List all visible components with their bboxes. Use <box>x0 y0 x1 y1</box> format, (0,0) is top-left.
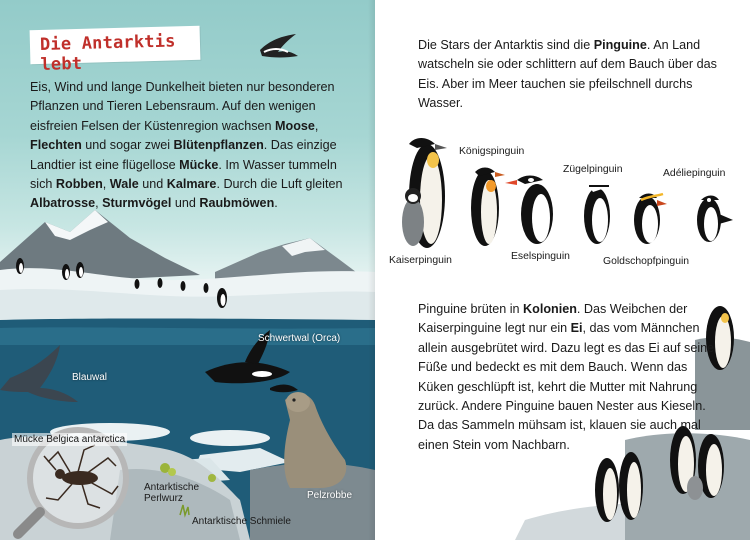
intro-segment: , <box>102 177 110 192</box>
intro-segment: , <box>95 196 103 211</box>
intro-segment: Blütenpflanzen <box>173 138 264 153</box>
intro-segment: , <box>314 118 319 133</box>
intro-segment: Mücke <box>179 157 219 172</box>
colony-segment: Ei <box>570 321 583 336</box>
right-page <box>375 0 750 540</box>
label-muecke: Mücke Belgica antarctica <box>14 434 126 445</box>
label-koenigspinguin: Königspinguin <box>459 146 525 157</box>
intro-segment: und <box>138 177 167 192</box>
intro-segment: Sturmvögel <box>102 196 172 211</box>
intro-segment: und <box>171 196 200 211</box>
page-title-text: Die Antarktis lebt <box>39 31 176 75</box>
colony-segment: , das vom Männchen allein ausgebrütet wird. Dazu legt es das Ei auf seine Füße und bedeckt es mit dem Bauch. Wenn das Küken geschlüpft ist, kehrt die Mutter mit Nahrung zurück. Andere Pinguine bauen Nester aus Kieseln. Da das Sammeln mühsam ist, klauen sie auch mal einen Stein vom Nachbarn. <box>418 321 715 452</box>
intro-segment: Moose <box>275 118 315 133</box>
label-schmiele: Antarktische Schmiele <box>192 516 291 527</box>
stars-segment: Pinguine <box>593 38 647 52</box>
intro-segment: Wale <box>109 177 139 192</box>
colony-segment: Pinguine brüten in <box>418 302 524 316</box>
colony-paragraph <box>418 300 718 455</box>
label-zuegelpinguin: Zügelpinguin <box>563 164 623 175</box>
label-schwertwal: Schwertwal (Orca) <box>258 333 341 344</box>
intro-segment: und sogar zwei <box>81 138 174 153</box>
intro-segment: . <box>274 196 278 211</box>
page-title <box>30 26 201 75</box>
penguin-lineup-illustration <box>375 0 750 540</box>
intro-segment: . Das einzige Landtier ist eine flügellose <box>30 138 337 172</box>
label-eselspinguin: Eselspinguin <box>511 251 570 262</box>
intro-segment: Kalmare <box>166 177 217 192</box>
intro-segment: Flechten <box>30 138 82 153</box>
intro-segment: Raubmöwen <box>199 196 275 211</box>
intro-segment: Albatrosse <box>30 196 96 211</box>
intro-segment: Eis, Wind und lange Dunkelheit bieten nur besonderen Pflanzen und Tieren Lebensraum. Auf den wenigen eisfreien Felsen der Küstenregion wachsen <box>30 80 335 133</box>
intro-paragraph <box>30 78 355 214</box>
colony-segment: Kolonien <box>523 302 577 316</box>
label-perlwurz: Antarktische Perlwurz <box>144 482 200 504</box>
label-adeliepinguin: Adéliepinguin <box>663 168 726 179</box>
intro-segment: . Im Wasser tummeln sich <box>30 157 337 192</box>
stars-segment: . An Land watscheln sie oder schlittern auf dem Bauch über das Eis. Aber im Meer tauchen sie pfeilschnell durchs Wasser. <box>418 38 717 111</box>
label-kaiserpinguin: Kaiserpinguin <box>389 255 452 266</box>
intro-segment: Robben <box>55 177 103 192</box>
label-blauwal: Blauwal <box>72 372 108 383</box>
stars-segment: Die Stars der Antarktis sind die <box>418 38 594 52</box>
colony-segment: . Das Weibchen der Kaiserpinguine legt nur ein <box>418 302 688 336</box>
intro-segment: . Durch die Luft gleiten <box>216 177 343 192</box>
label-pelzrobbe: Pelzrobbe <box>307 490 353 501</box>
label-goldschopfpinguin: Goldschopfpinguin <box>603 256 690 267</box>
